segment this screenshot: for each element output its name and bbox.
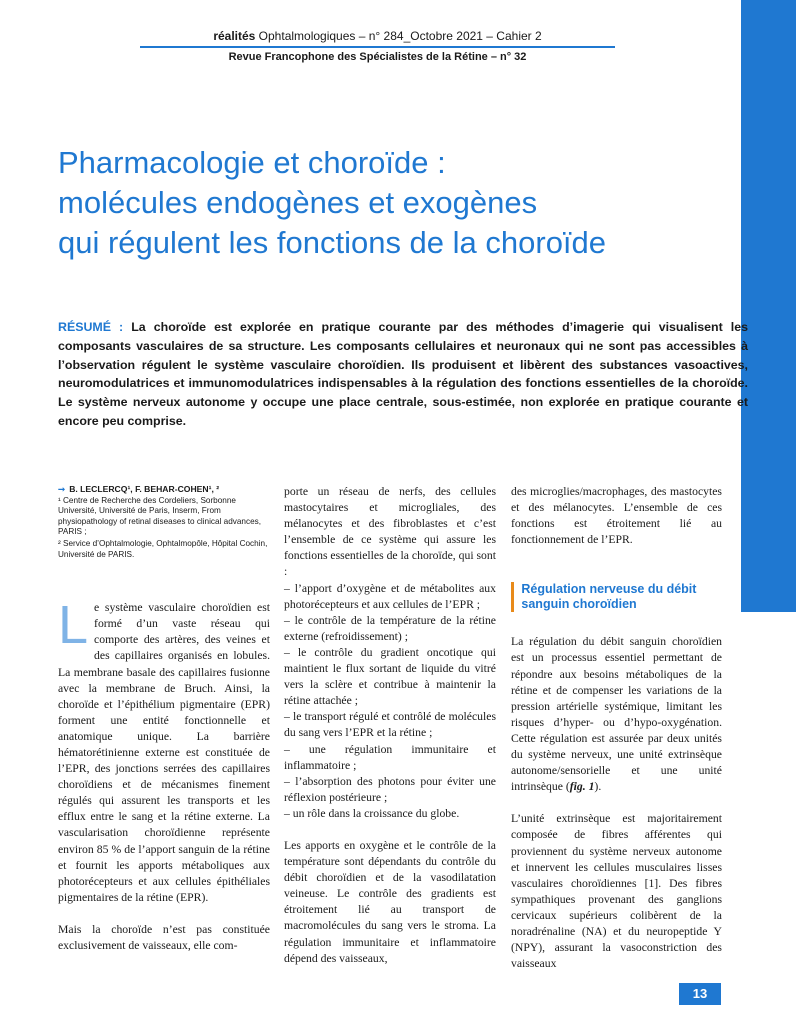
page-number: 13 <box>679 983 721 1005</box>
side-color-tab <box>741 0 796 612</box>
affiliation-1: ¹ Centre de Recherche des Cordeliers, Sorbonne Université, Université de Paris, Inserm, From physiopathology of retinal diseases to clinical advances, PARIS ; <box>58 495 261 537</box>
abstract-text: La choroïde est explorée en pratique courante par des méthodes d’imagerie qui visualisent les composants vasculaires de sa structure. Les composants cellulaires et neuronaux qui ne sont pas accessibles à l’observation régulent le système vasculaire choroïdien. Ils produisent et libèrent des substances vasoactives, neuromodulatrices et immunomodulatrices indispensables à la régulation des fonctions essentielles de la choroïde. Le système nerveux autonome y occupe une place centrale, sous-estimée, non explorée en pratique courante et encore peu comprise. <box>58 320 748 428</box>
journal-subtitle: Revue Francophone des Spécialistes de la Rétine – n° 32 <box>228 51 527 63</box>
section-title: Régulation nerveuse du débit sanguin choroïdien <box>521 582 697 612</box>
abstract-label: RÉSUMÉ : <box>58 320 124 334</box>
abstract <box>58 318 748 431</box>
journal-header <box>140 29 615 43</box>
intro-text: e système vasculaire choroïdien est formé d’un vaste réseau qui comporte des artères, des veines et des capillaires organisés en lobules. La membrane basale des capillaires fusionne avec la membrane de Bruch. Ainsi, la choroïde et l’épithélium pigmentaire (EPR) forment une entité fonctionnelle et anatomique unique. La barrière hématorétinienne externe est constituée de l’EPR, des jonctions serrées des capillaires choroïdiens et de mécanismes finement régulés qui assurent les transports et les efflux entre le sang et la rétine externe. La vascularisation choroïdienne représente environ 85 % de l’apport sanguin de la rétine et fournit les apports métaboliques aux photorécepteurs et aux cellules épithéliales pigmentaires de la rétine (EPR). <box>58 601 270 904</box>
col3-paragraph-3: L’unité extrinsèque est majoritairement composée de fibres afférentes qui proviennent du système nerveux autonome et innervent les cellules musculaires lisses vasculaires choroïdiennes [1]. Des fibres sympathiques provenant des ganglions cervicaux supérieurs colibèrent de la noradrénaline (NA) et du neuropeptide Y (NPY), assurant la vasoconstriction des vaisseaux <box>511 812 722 971</box>
title-line-1: Pharmacologie et choroïde : <box>58 145 446 180</box>
list-item: – l’apport d’oxygène et de métabolites aux photorécepteurs et aux cellules de l’EPR ; <box>284 581 496 611</box>
list-item: – le contrôle du gradient oncotique qui maintient le flux sortant de liquide du vitré vers la sclère et contribue à maintenir la rétine attachée ; <box>284 645 496 708</box>
col2-paragraph-2: Les apports en oxygène et le contrôle de la température sont dépendants du contrôle du débit choroïdien et de la vasodilatation veineuse. Le contrôle des gradients est étroitement lié au transport de macromolécules du sang vers le stroma. La régulation immunitaire et inflammatoire dépend des vaisseaux, <box>284 838 496 965</box>
journal-issue: Ophtalmologiques – n° 284_Octobre 2021 – Cahier 2 <box>255 29 542 43</box>
col3-paragraph-2 <box>511 634 722 795</box>
section-heading <box>511 582 722 612</box>
intro-paragraph <box>58 595 270 906</box>
author-block <box>58 484 270 560</box>
drop-cap: L <box>58 595 89 656</box>
title-line-3: qui régulent les fonctions de la choroïde <box>58 225 607 260</box>
column-1 <box>58 484 270 954</box>
list-item: – le contrôle de la température de la rétine externe (refroidissement) ; <box>284 613 496 643</box>
section-accent-bar <box>511 582 514 612</box>
journal-brand: réalités <box>213 29 256 43</box>
list-item: – un rôle dans la croissance du globe. <box>284 806 460 820</box>
figure-reference[interactable]: fig. 1 <box>569 780 595 794</box>
col2-paragraph-1: porte un réseau de nerfs, des cellules mastocytaires et microgliales, des mélanocytes et des fibroblastes et c’est l’ensemble de ce système qui assure les fonctions essentielles de la choroïde, qui sont : <box>284 485 496 579</box>
column-3 <box>511 484 722 972</box>
col3-paragraph-2-end: ). <box>594 780 602 794</box>
list-item: – une régulation immunitaire et inflammatoire ; <box>284 742 496 772</box>
col3-paragraph-1: des microglies/macrophages, des mastocytes et des mélanocytes. L’ensemble de ces fonctions est étroitement lié au fonctionnement de l’EPR. <box>511 485 722 547</box>
arrow-icon: ➞ <box>58 484 66 494</box>
affiliation-2: ² Service d’Ophtalmologie, Ophtalmopôle, Hôpital Cochin, Université de PARIS. <box>58 538 268 559</box>
list-item: – l’absorption des photons pour éviter une réflexion postérieure ; <box>284 774 496 804</box>
header-rule <box>140 46 615 48</box>
paragraph-2: Mais la choroïde n’est pas constituée exclusivement de vaisseaux, elle com- <box>58 922 270 953</box>
list-item: – le transport régulé et contrôlé de molécules du sang vers l’EPR et la rétine ; <box>284 710 496 740</box>
function-list <box>284 581 496 822</box>
title-line-2: molécules endogènes et exogènes <box>58 185 538 220</box>
author-names: B. LECLERCQ¹, F. BEHAR-COHEN¹, ² <box>69 484 220 494</box>
article-title <box>58 143 738 263</box>
column-2 <box>284 484 496 967</box>
col3-paragraph-2-text: La régulation du débit sanguin choroïdien est un processus essentiel permettant de répondre aux besoins métaboliques de la rétine et de compenser les variations de la pression artérielle systémique, limitant les risques d’hyper- ou d’hypo-oxygénation. Cette régulation est assurée par deux unités du système nerveux, une unité extrinsèque autonome/sensorielle et une unité intrinsèque ( <box>511 635 722 794</box>
